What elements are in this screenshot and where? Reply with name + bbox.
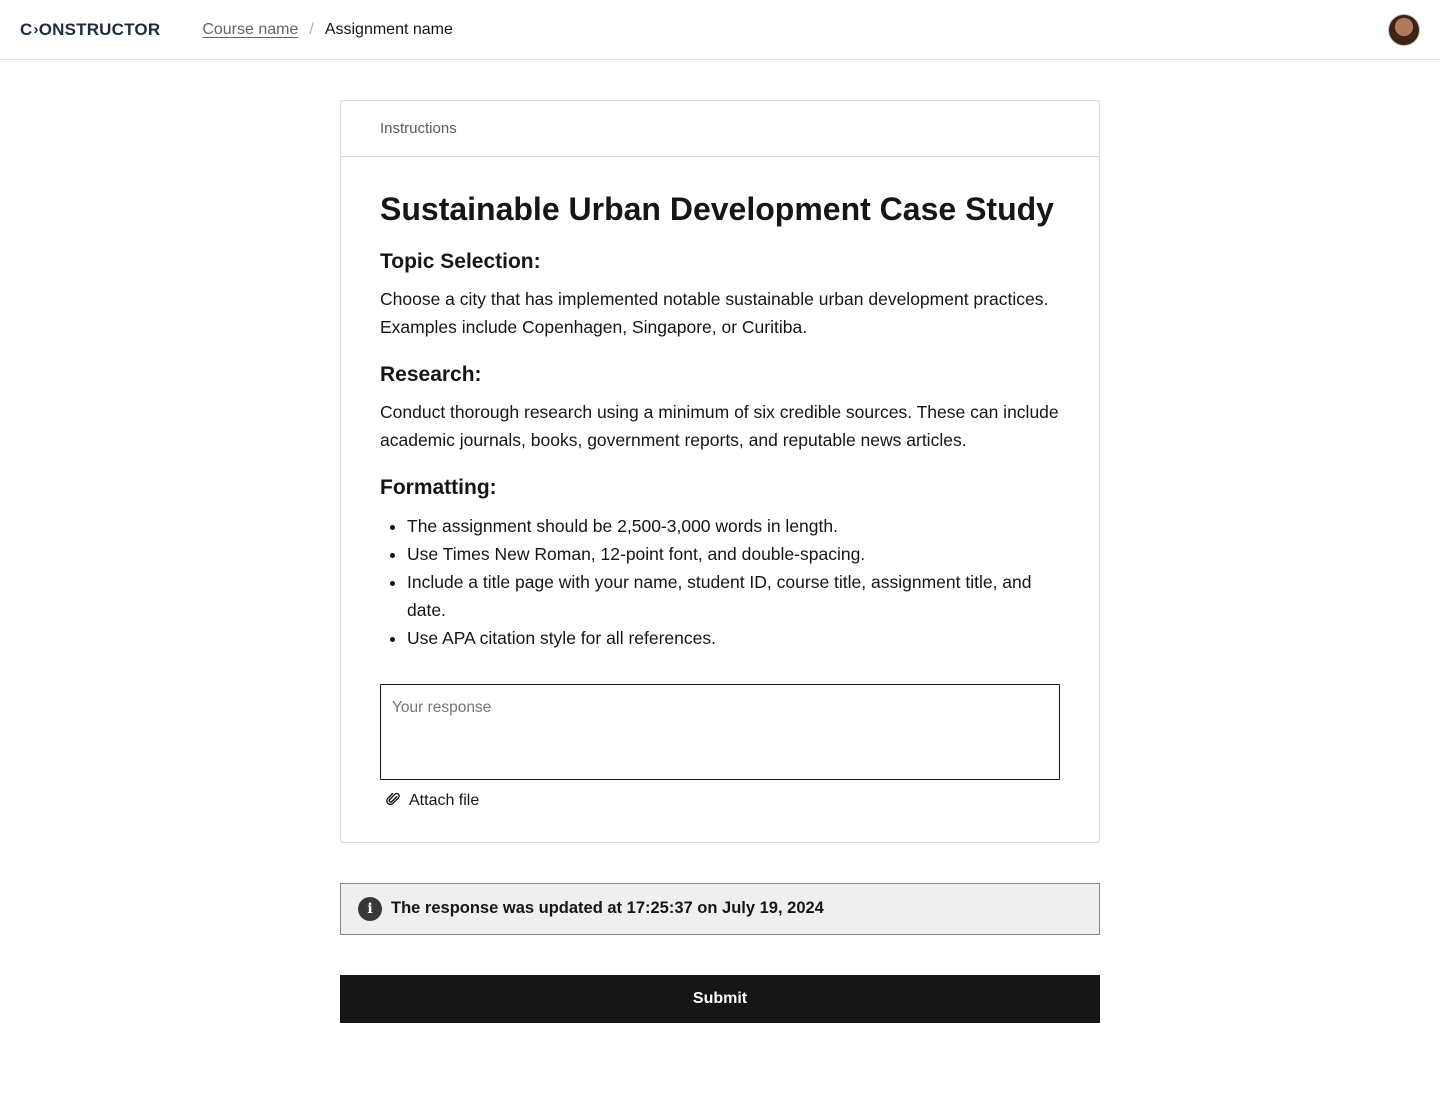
instructions-card [340,100,1100,843]
attach-file-button[interactable] [386,791,1060,812]
main-content [340,100,1100,1023]
list-item: • Include a title page with your name, student ID, course title, assignment title, and date. [407,568,1060,624]
info-icon: i [358,897,382,921]
list-item: • Use Times New Roman, 12-point font, and double-spacing. [407,540,1060,568]
logo-letter: C [20,19,33,39]
section-heading-topic: Topic Selection: [380,249,541,273]
paperclip-icon [386,791,409,812]
section-heading-research: Research: [380,363,482,387]
list-item: • Use APA citation style for all references. [407,624,1060,652]
breadcrumb [202,21,453,39]
user-avatar[interactable] [1388,14,1420,46]
assignment-title: Sustainable Urban Development Case Study [380,191,1054,227]
top-bar [0,0,1440,60]
breadcrumb-course-link[interactable]: Course name [202,20,299,38]
logo-chevron: › [33,21,39,38]
constructor-logo[interactable] [20,20,160,40]
breadcrumb-separator: / [309,20,314,38]
response-input[interactable] [380,684,1060,780]
section-heading-formatting: Formatting: [380,476,497,500]
section-text-topic: Choose a city that has implemented notable sustainable urban development practices. Examples include Copenhagen, Singapore, or Curitiba. [380,289,1049,338]
update-notice-text: The response was updated at 17:25:37 on July 19, 2024 [391,899,824,918]
card-header-label: Instructions [380,120,457,137]
submit-button[interactable]: Submit [340,975,1100,1023]
card-header [341,101,1099,157]
card-body [341,157,1099,842]
logo-text: ONSTRUCTOR [38,19,161,39]
section-text-research: Conduct thorough research using a minimum of six credible sources. These can include academic journals, books, government reports, and reputable news articles. [380,402,1059,451]
list-item: • The assignment should be 2,500-3,000 words in length. [407,512,1060,540]
attach-file-label: Attach file [409,792,480,810]
formatting-list [380,512,1060,652]
breadcrumb-current-assignment: Assignment name [324,20,453,38]
update-notice [340,883,1100,935]
